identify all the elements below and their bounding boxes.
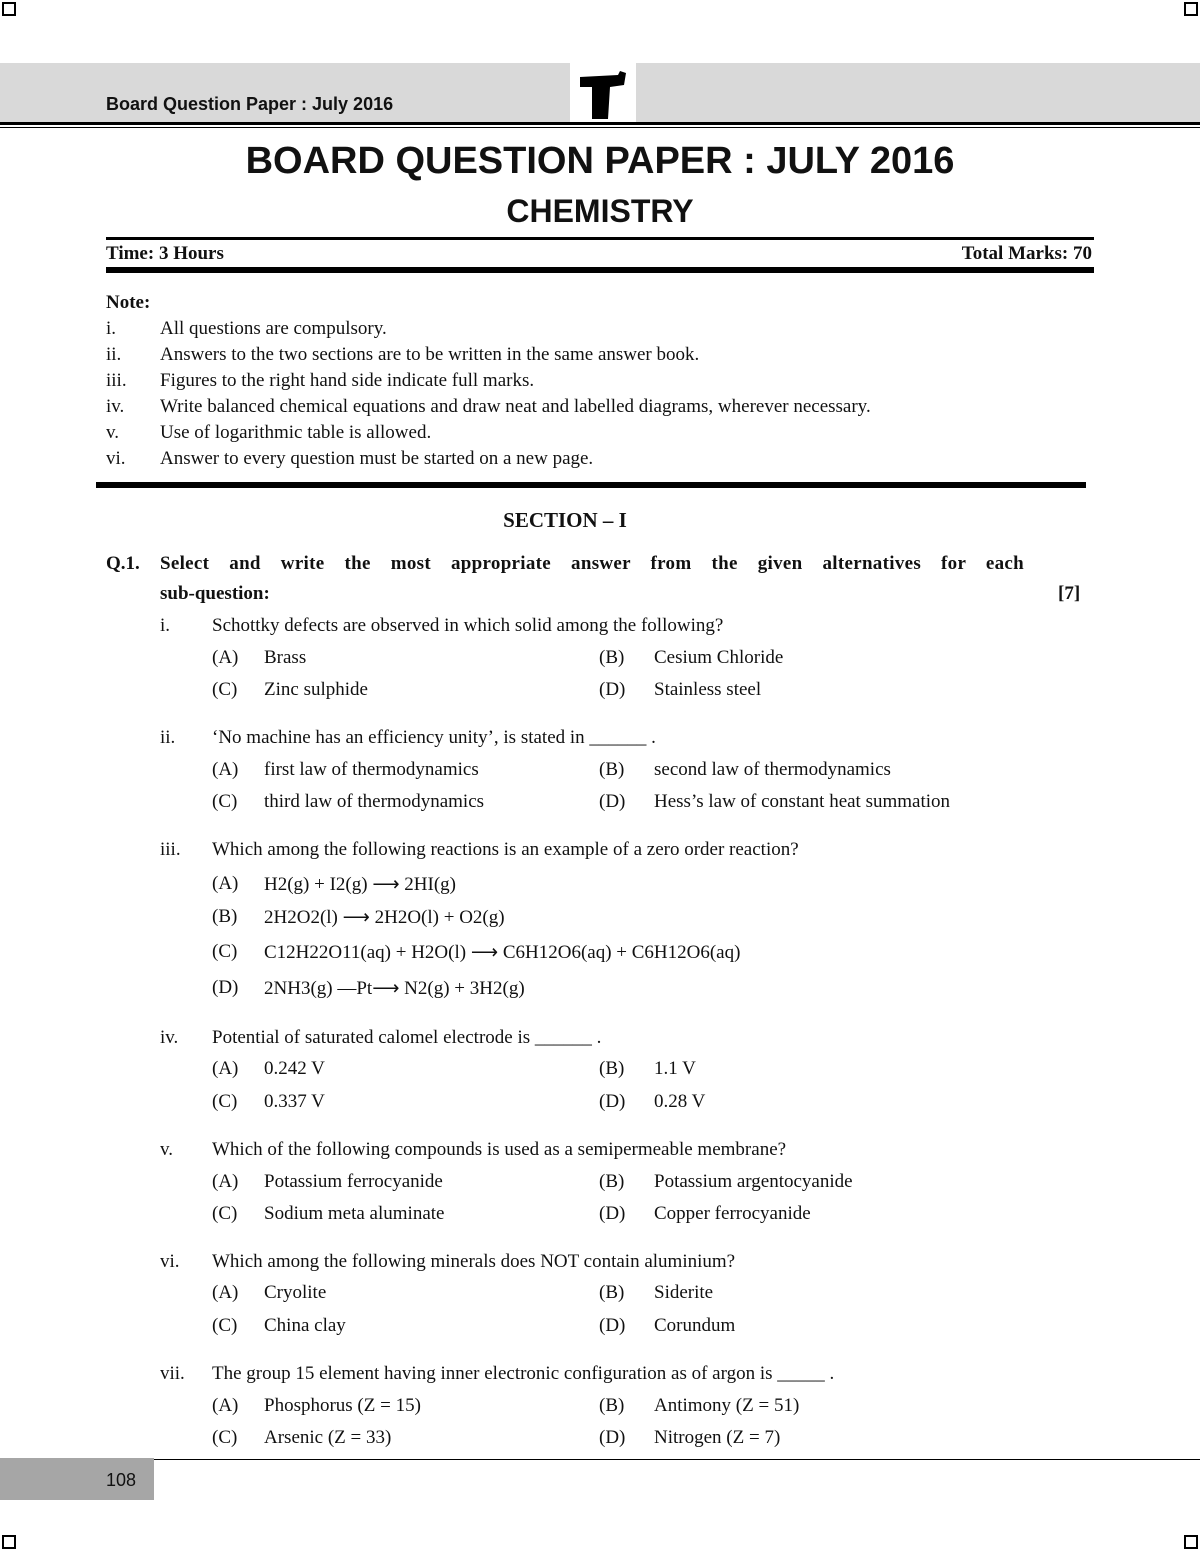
time-label: Time: 3 Hours: [106, 243, 224, 264]
equation-d: 2NH3(g) —Pt⟶ N2(g) + 3H2(g): [264, 978, 525, 999]
equation-a: H2(g) + I2(g) ⟶ 2HI(g): [264, 874, 457, 895]
crop-mark-top-right: [1184, 2, 1198, 16]
subject-title: CHEMISTRY: [506, 193, 694, 229]
rule-top: [106, 237, 1094, 240]
running-title: Board Question Paper : July 2016: [106, 94, 394, 114]
equation-b: 2H2O2(l) ⟶ 2H2O(l) + O2(g): [264, 907, 505, 928]
footer-rule: [154, 1459, 1200, 1460]
note-divider: [96, 482, 1086, 488]
note-heading: Note:: [106, 292, 151, 313]
rule-bottom: [106, 267, 1094, 273]
header-rule-thin: [0, 127, 1200, 128]
total-marks-label: Total Marks: 70: [961, 243, 1092, 264]
crop-mark-top-left: [2, 2, 16, 16]
section-heading: SECTION – I: [503, 508, 627, 532]
question-text: Select and write the most appropriate answer from the given alternatives for each: [160, 553, 1024, 574]
crop-mark-bottom-left: [2, 1535, 16, 1549]
paper-title: BOARD QUESTION PAPER : JULY 2016: [245, 140, 955, 182]
crop-mark-bottom-right: [1184, 1535, 1198, 1549]
publisher-logo: [570, 63, 636, 123]
question-number: Q.1.: [106, 553, 140, 574]
header-rule: [0, 122, 1200, 125]
question-marks: [7]: [1058, 583, 1081, 604]
page-number: 108: [106, 1470, 137, 1490]
question-text-cont: sub-question:: [160, 583, 270, 604]
equation-c: C12H22O11(aq) + H2O(l) ⟶ C6H12O6(aq) + C6H12O6(aq): [264, 942, 741, 963]
